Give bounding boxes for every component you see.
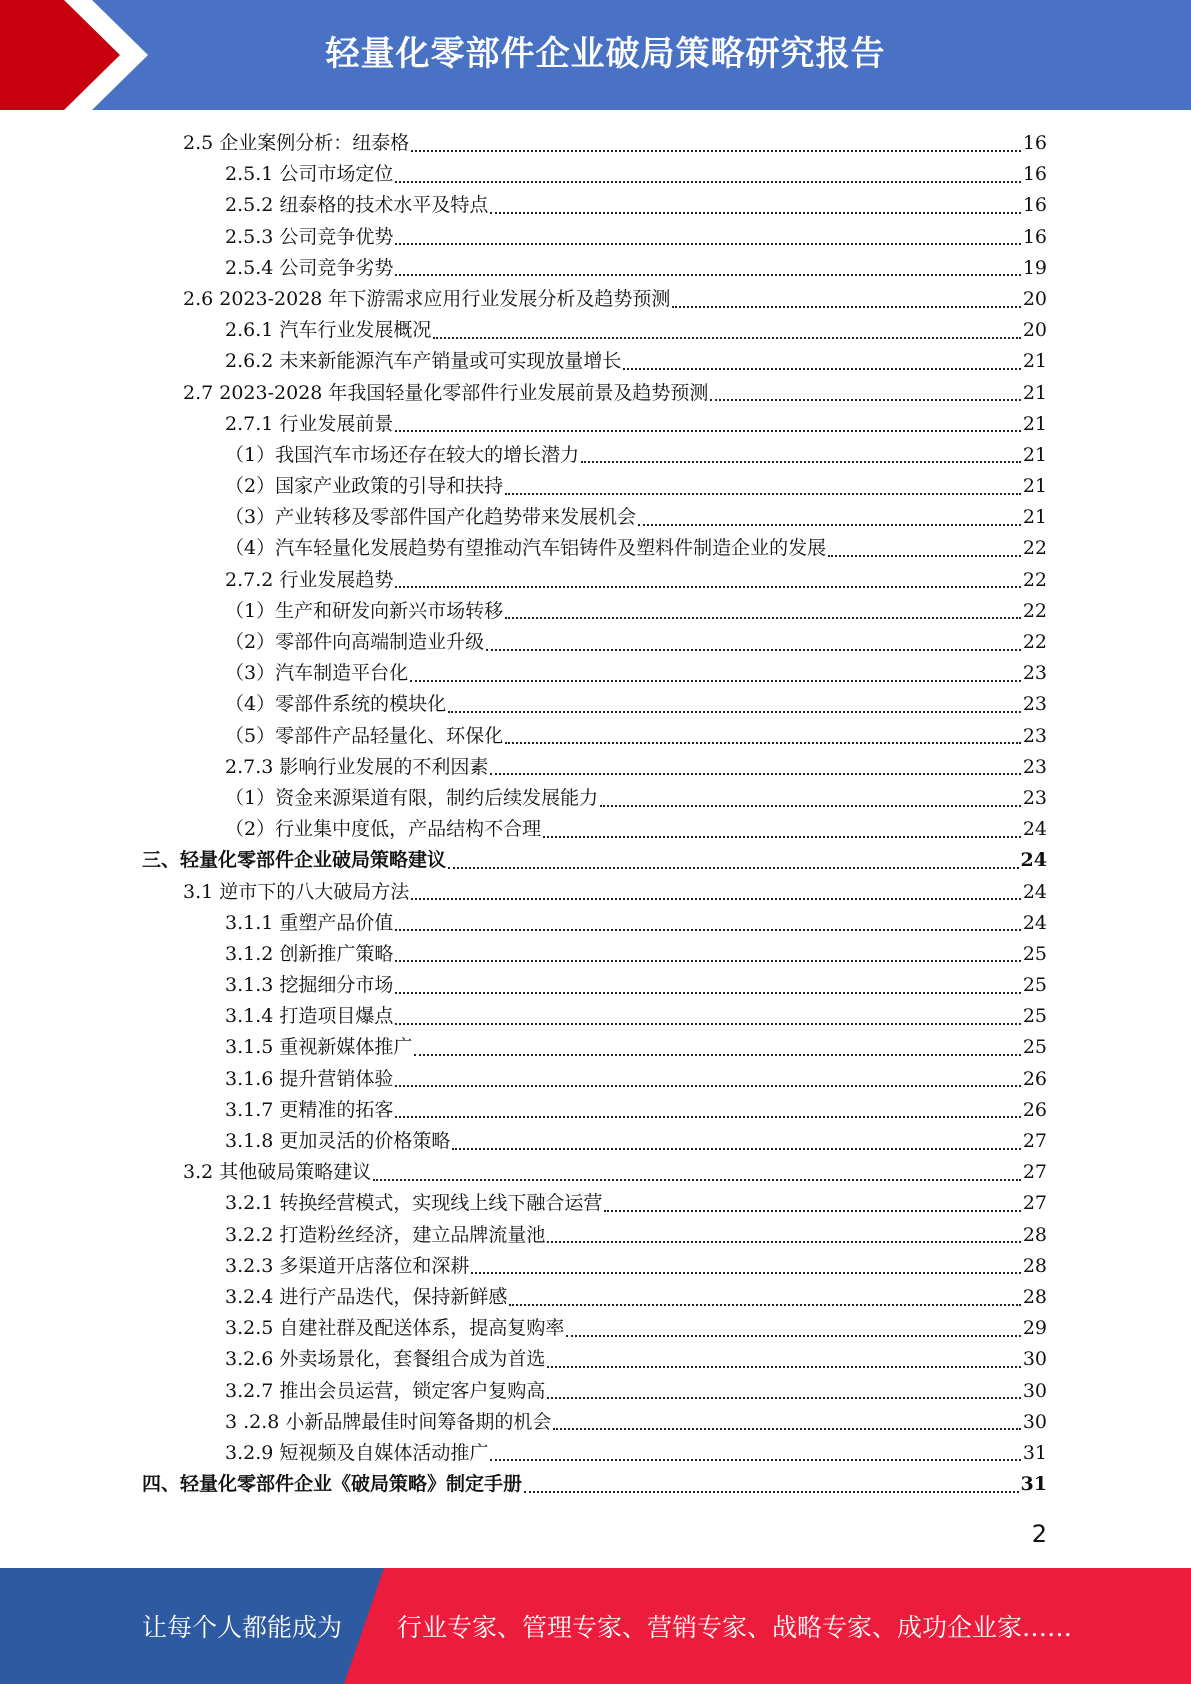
toc-entry-label: 3.1.5 重视新媒体推广 <box>225 1036 413 1059</box>
toc-dot-leader <box>395 586 1020 588</box>
toc-entry-page: 30 <box>1022 1379 1047 1402</box>
toc-entry-page: 23 <box>1022 755 1047 778</box>
toc-entry-label: 2.6.2 未来新能源汽车产销量或可实现放量增长 <box>225 350 622 373</box>
toc-entry[interactable] <box>183 378 1047 409</box>
toc-entry[interactable] <box>225 1188 1047 1219</box>
toc-entry[interactable] <box>225 1064 1047 1095</box>
toc-entry-page: 30 <box>1022 1348 1047 1371</box>
toc-dot-leader <box>373 1179 1021 1181</box>
footer-slogan-left: 让每个人都能成为 <box>142 1613 343 1642</box>
toc-entry[interactable] <box>225 440 1047 471</box>
toc-entry-label: 3.1 逆市下的八大破局方法 <box>183 880 410 903</box>
toc-entry-label: 3.1.2 创新推广策略 <box>225 942 394 965</box>
toc-dot-leader <box>395 181 1020 183</box>
toc-entry-label: 3.2 其他破局策略建议 <box>183 1161 372 1184</box>
toc-entry-page: 16 <box>1022 225 1047 248</box>
toc-entry[interactable] <box>225 1032 1047 1063</box>
toc-entry-label: （1）生产和研发向新兴市场转移 <box>225 599 504 622</box>
toc-dot-leader <box>471 1272 1020 1274</box>
table-of-contents <box>0 128 1191 1500</box>
toc-entry-label: 三、轻量化零部件企业破局策略建议 <box>142 849 447 872</box>
toc-dot-leader <box>638 524 1021 526</box>
toc-entry[interactable] <box>225 596 1047 627</box>
toc-dot-leader <box>547 1366 1020 1368</box>
toc-entry[interactable] <box>225 253 1047 284</box>
toc-entry-page: 19 <box>1022 256 1047 279</box>
toc-entry-label: 3.2.4 进行产品迭代，保持新鲜感 <box>225 1285 508 1308</box>
toc-entry-page: 23 <box>1022 724 1047 747</box>
toc-entry-label: 3.2.3 多渠道开店落位和深耕 <box>225 1254 470 1277</box>
toc-entry[interactable] <box>183 877 1047 908</box>
page-header <box>0 0 1191 110</box>
toc-entry-label: （3）汽车制造平台化 <box>225 662 409 685</box>
toc-entry-label: 3.2.5 自建社群及配送体系，提高复购率 <box>225 1317 565 1340</box>
toc-entry-label: 2.5.4 公司竞争劣势 <box>225 256 394 279</box>
toc-dot-leader <box>414 1054 1020 1056</box>
toc-entry[interactable] <box>225 159 1047 190</box>
toc-entry-page: 25 <box>1022 1005 1047 1028</box>
toc-entry-label: （4）汽车轻量化发展趋势有望推动汽车铝铸件及塑料件制造企业的发展 <box>225 537 827 560</box>
toc-entry[interactable] <box>225 315 1047 346</box>
toc-entry-page: 21 <box>1022 443 1047 466</box>
toc-dot-leader <box>547 1241 1020 1243</box>
toc-entry-label: （1）资金来源渠道有限，制约后续发展能力 <box>225 786 599 809</box>
toc-dot-leader <box>566 1335 1020 1337</box>
toc-entry-label: （1）我国汽车市场还存在较大的增长潜力 <box>225 443 580 466</box>
toc-entry[interactable] <box>225 1282 1047 1313</box>
toc-entry[interactable] <box>225 190 1047 221</box>
toc-entry[interactable] <box>225 1376 1047 1407</box>
toc-entry-label: 2.5.2 纽泰格的技术水平及特点 <box>225 194 489 217</box>
toc-entry-page: 24 <box>1022 911 1047 934</box>
toc-entry[interactable] <box>183 128 1047 159</box>
toc-entry-page: 21 <box>1022 412 1047 435</box>
toc-entry[interactable] <box>225 689 1047 720</box>
toc-dot-leader <box>411 898 1021 900</box>
toc-entry-page: 24 <box>1020 849 1047 872</box>
toc-entry[interactable] <box>225 222 1047 253</box>
toc-entry-page: 26 <box>1022 1067 1047 1090</box>
toc-dot-leader <box>490 212 1020 214</box>
toc-entry-page: 28 <box>1022 1285 1047 1308</box>
toc-entry-page: 21 <box>1022 381 1047 404</box>
toc-entry-page: 23 <box>1022 662 1047 685</box>
toc-entry[interactable] <box>183 1157 1047 1188</box>
toc-entry[interactable] <box>225 565 1047 596</box>
toc-entry-label: 四、轻量化零部件企业《破局策略》制定手册 <box>142 1473 523 1496</box>
toc-entry[interactable] <box>225 939 1047 970</box>
toc-dot-leader <box>395 929 1020 931</box>
toc-entry-page: 16 <box>1022 194 1047 217</box>
toc-entry-page: 29 <box>1022 1317 1047 1340</box>
toc-dot-leader <box>395 992 1020 994</box>
toc-dot-leader <box>581 461 1021 463</box>
toc-entry-page: 21 <box>1022 506 1047 529</box>
toc-entry-page: 22 <box>1022 537 1047 560</box>
toc-entry-label: 2.7 2023-2028 年我国轻量化零部件行业发展前景及趋势预测 <box>183 381 709 404</box>
toc-entry[interactable] <box>225 409 1047 440</box>
toc-entry[interactable] <box>225 533 1047 564</box>
toc-dot-leader <box>395 430 1020 432</box>
toc-dot-leader <box>433 337 1020 339</box>
toc-entry-page: 31 <box>1020 1473 1047 1496</box>
toc-entry[interactable] <box>225 1438 1047 1469</box>
report-title: 轻量化零部件企业破局策略研究报告 <box>325 34 886 74</box>
toc-entry-page: 28 <box>1022 1223 1047 1246</box>
toc-entry[interactable] <box>225 1001 1047 1032</box>
toc-dot-leader <box>410 680 1021 682</box>
toc-dot-leader <box>672 306 1020 308</box>
toc-entry-page: 20 <box>1022 319 1047 342</box>
toc-entry-page: 22 <box>1022 568 1047 591</box>
toc-entry-label: 3.1.1 重塑产品价值 <box>225 911 394 934</box>
toc-entry[interactable] <box>225 908 1047 939</box>
toc-entry-label: （4）零部件系统的模块化 <box>225 693 447 716</box>
toc-dot-leader <box>623 368 1020 370</box>
toc-dot-leader <box>452 1148 1020 1150</box>
toc-dot-leader <box>395 1116 1020 1118</box>
toc-entry-page: 21 <box>1022 475 1047 498</box>
toc-entry-page: 31 <box>1022 1441 1047 1464</box>
toc-dot-leader <box>490 1459 1020 1461</box>
toc-entry-label: 2.5.3 公司竞争优势 <box>225 225 394 248</box>
page-footer <box>0 1568 1191 1684</box>
toc-entry-page: 25 <box>1022 974 1047 997</box>
toc-dot-leader <box>600 805 1021 807</box>
toc-entry-label: 3.2.2 打造粉丝经济，建立品牌流量池 <box>225 1223 546 1246</box>
toc-entry[interactable] <box>142 845 1047 876</box>
toc-entry-label: 2.7.1 行业发展前景 <box>225 412 394 435</box>
toc-dot-leader <box>448 867 1019 869</box>
toc-entry[interactable] <box>225 970 1047 1001</box>
toc-dot-leader <box>490 773 1020 775</box>
toc-entry-label: 3.2.9 短视频及自媒体活动推广 <box>225 1441 489 1464</box>
toc-entry[interactable] <box>225 1251 1047 1282</box>
toc-entry-page: 23 <box>1022 693 1047 716</box>
toc-entry-page: 26 <box>1022 1098 1047 1121</box>
toc-dot-leader <box>395 1023 1020 1025</box>
toc-entry-page: 16 <box>1022 132 1047 154</box>
toc-dot-leader <box>505 742 1021 744</box>
toc-entry[interactable] <box>183 284 1047 315</box>
toc-entry-label: 3.1.4 打造项目爆点 <box>225 1005 394 1028</box>
toc-entry[interactable] <box>225 783 1047 814</box>
toc-entry[interactable] <box>142 1469 1047 1500</box>
page-number: 2 <box>1031 1520 1047 1548</box>
toc-entry-page: 24 <box>1022 818 1047 841</box>
toc-entry-page: 21 <box>1022 350 1047 373</box>
toc-entry-page: 28 <box>1022 1254 1047 1277</box>
toc-entry-label: 2.7.3 影响行业发展的不利因素 <box>225 755 489 778</box>
toc-entry-page: 22 <box>1022 631 1047 653</box>
toc-entry[interactable] <box>225 1220 1047 1251</box>
toc-dot-leader <box>411 150 1021 152</box>
toc-entry[interactable] <box>225 1344 1047 1375</box>
toc-entry-page: 24 <box>1022 880 1047 903</box>
toc-entry-label: （2）零部件向高端制造业升级 <box>225 631 485 653</box>
toc-entry-label: （2）国家产业政策的引导和扶持 <box>225 475 504 498</box>
toc-entry-label: （2）行业集中度低，产品结构不合理 <box>225 818 542 841</box>
toc-entry-page: 25 <box>1022 942 1047 965</box>
toc-entry-label: （5）零部件产品轻量化、环保化 <box>225 724 504 747</box>
toc-entry-label: 2.7.2 行业发展趋势 <box>225 568 394 591</box>
toc-entry-label: （3）产业转移及零部件国产化趋势带来发展机会 <box>225 506 637 529</box>
toc-entry[interactable] <box>225 814 1047 845</box>
toc-entry-page: 27 <box>1022 1161 1047 1184</box>
toc-entry-label: 3.1.7 更精准的拓客 <box>225 1098 394 1121</box>
toc-dot-leader <box>505 493 1021 495</box>
toc-entry-label: 3 .2.8 小新品牌最佳时间筹备期的机会 <box>225 1410 552 1433</box>
toc-entry[interactable] <box>225 721 1047 752</box>
toc-dot-leader <box>710 399 1020 401</box>
toc-dot-leader <box>547 1397 1020 1399</box>
toc-entry[interactable] <box>225 658 1047 689</box>
toc-dot-leader <box>448 711 1021 713</box>
toc-entry-label: 3.2.7 推出会员运营，锁定客户复购高 <box>225 1379 546 1402</box>
toc-dot-leader <box>395 243 1020 245</box>
toc-entry[interactable] <box>225 1095 1047 1126</box>
toc-entry-label: 3.2.1 转换经营模式，实现线上线下融合运营 <box>225 1192 603 1215</box>
toc-entry-label: 2.6.1 汽车行业发展概况 <box>225 319 432 342</box>
toc-dot-leader <box>543 836 1021 838</box>
toc-dot-leader <box>395 1085 1020 1087</box>
toc-dot-leader <box>828 555 1021 557</box>
toc-entry[interactable] <box>225 502 1047 533</box>
toc-entry-label: 3.2.6 外卖场景化，套餐组合成为首选 <box>225 1348 546 1371</box>
toc-entry-page: 27 <box>1022 1192 1047 1215</box>
toc-dot-leader <box>395 274 1020 276</box>
toc-entry[interactable] <box>225 627 1047 658</box>
toc-entry[interactable] <box>225 1313 1047 1344</box>
toc-entry-label: 3.1.6 提升营销体验 <box>225 1067 394 1090</box>
toc-dot-leader <box>553 1428 1020 1430</box>
toc-entry-label: 3.1.3 挖掘细分市场 <box>225 974 394 997</box>
toc-entry[interactable] <box>225 346 1047 377</box>
toc-entry-label: 2.6 2023-2028 年下游需求应用行业发展分析及趋势预测 <box>183 287 671 310</box>
toc-entry-label: 2.5.1 公司市场定位 <box>225 163 394 186</box>
toc-entry[interactable] <box>225 1407 1047 1438</box>
footer-slogan-right: 行业专家、管理专家、营销专家、战略专家、成功企业家…… <box>397 1613 1073 1642</box>
toc-entry-page: 30 <box>1022 1410 1047 1433</box>
toc-entry-label: 2.5 企业案例分析：纽泰格 <box>183 132 410 154</box>
toc-dot-leader <box>505 617 1021 619</box>
toc-entry[interactable] <box>225 752 1047 783</box>
toc-dot-leader <box>395 960 1020 962</box>
toc-entry-page: 23 <box>1022 786 1047 809</box>
toc-dot-leader <box>509 1304 1020 1306</box>
toc-entry-page: 22 <box>1022 599 1047 622</box>
toc-dot-leader <box>486 649 1021 651</box>
toc-entry-page: 27 <box>1022 1130 1047 1152</box>
toc-dot-leader <box>604 1210 1020 1212</box>
toc-entry-page: 20 <box>1022 287 1047 310</box>
toc-entry[interactable] <box>225 471 1047 502</box>
toc-entry[interactable] <box>225 1126 1047 1157</box>
toc-entry-page: 25 <box>1022 1036 1047 1059</box>
toc-dot-leader <box>524 1491 1019 1493</box>
toc-entry-label: 3.1.8 更加灵活的价格策略 <box>225 1130 451 1152</box>
toc-entry-page: 16 <box>1022 163 1047 186</box>
